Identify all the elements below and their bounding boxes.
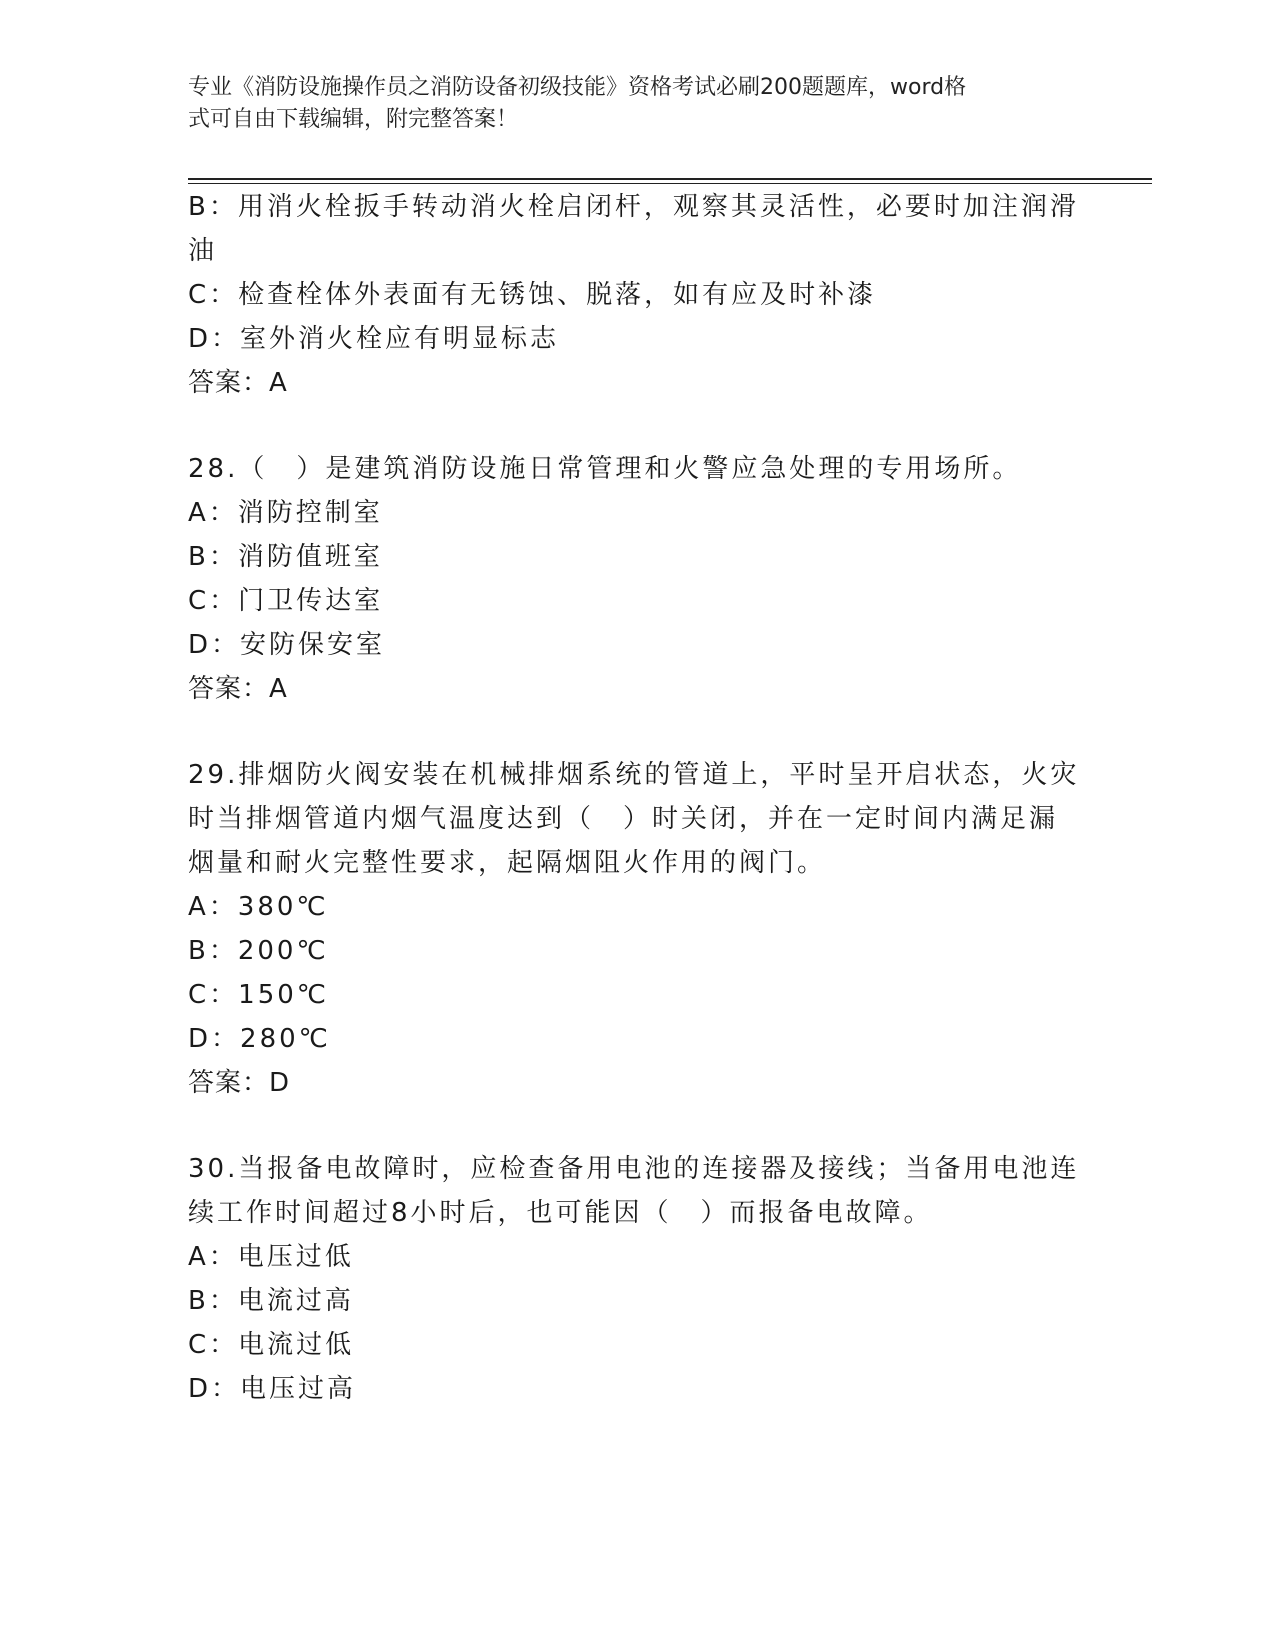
q29-option-d: D：280℃ [188, 1024, 331, 1054]
q30-option-c: C：电流过低 [188, 1330, 355, 1360]
header-line-2: 式可自由下载编辑，附完整答案！ [188, 107, 519, 132]
q29-stem-line-3: 烟量和耐火完整性要求，起隔烟阻火作用的阀门。 [188, 848, 827, 878]
q29-option-a: A：380℃ [188, 892, 329, 922]
q28-option-a: A：消防控制室 [188, 498, 383, 528]
q29-stem-line-1: 29.排烟防火阀安装在机械排烟系统的管道上，平时呈开启状态，火灾 [188, 760, 1080, 790]
document-header [188, 72, 1068, 136]
q29-option-c: C：150℃ [188, 980, 329, 1010]
q30-option-a: A：电压过低 [188, 1242, 354, 1272]
q30-option-b: B：电流过高 [188, 1286, 354, 1316]
q27-answer: 答案：A [188, 368, 288, 398]
header-divider-thin [188, 183, 1152, 184]
q28-answer: 答案：A [188, 674, 288, 704]
q27-option-c: C：检查栓体外表面有无锈蚀、脱落，如有应及时补漆 [188, 280, 877, 310]
q28-option-c: C：门卫传达室 [188, 586, 384, 616]
q27-option-d: D：室外消火栓应有明显标志 [188, 324, 560, 354]
q29-answer: 答案：D [188, 1068, 291, 1098]
q29-option-b: B：200℃ [188, 936, 329, 966]
q28-stem: 28.（ ）是建筑消防设施日常管理和火警应急处理的专用场所。 [188, 454, 1022, 484]
q30-option-d: D：电压过高 [188, 1374, 357, 1404]
q28-option-b: B：消防值班室 [188, 542, 383, 572]
q28-option-d: D：安防保安室 [188, 630, 386, 660]
q29-stem-line-2: 时当排烟管道内烟气温度达到（ ）时关闭，并在一定时间内满足漏 [188, 804, 1059, 834]
header-line-1: 专业《消防设施操作员之消防设备初级技能》资格考试必刷200题题库，word格 [188, 75, 967, 100]
q30-stem-line-1: 30.当报备电故障时，应检查备用电池的连接器及接线；当备用电池连 [188, 1154, 1080, 1184]
q27-option-b-line-2: 油 [188, 236, 218, 266]
q27-option-b-line-1: B：用消火栓扳手转动消火栓启闭杆，观察其灵活性，必要时加注润滑 [188, 192, 1079, 222]
q30-stem-line-2: 续工作时间超过8小时后，也可能因（ ）而报备电故障。 [188, 1198, 933, 1228]
header-divider-thick [188, 178, 1152, 180]
